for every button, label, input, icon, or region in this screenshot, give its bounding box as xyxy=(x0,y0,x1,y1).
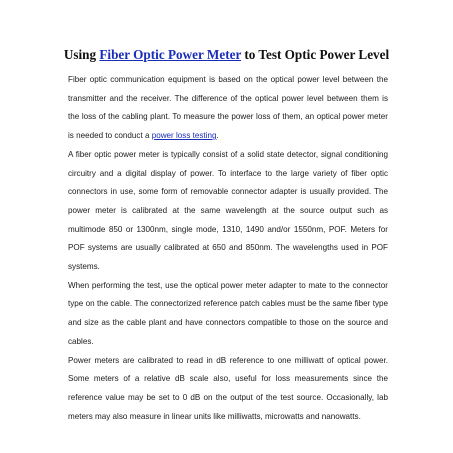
paragraph-1 xyxy=(68,71,388,146)
page-title xyxy=(0,47,453,63)
title-suffix: to Test Optic Power Level xyxy=(241,47,390,62)
paragraph-3: When performing the test, use the optical power meter adapter to mate to the connector type on the cable. The connectorized reference patch cables must be the same fiber type and size as the cable plant and have connectors compatible to those on the source and cables. xyxy=(68,280,388,346)
paragraph-2: A fiber optic power meter is typically consist of a solid state detector, signal conditioning circuitry and a digital display of power. To interface to the large variety of fiber optic connectors in use, some form of removable connector adapter is usually provided. The power meter is calibrated at the same wavelength at the source output such as multimode 850 or 1300nm, single mode, 1310, 1490 and/or 1550nm, POF. Meters for POF systems are usually calibrated at 650 and 850nm. The wavelengths used in POF systems. xyxy=(68,149,388,272)
power-loss-testing-link[interactable]: power loss testing xyxy=(151,131,217,141)
fiber-optic-power-meter-link[interactable]: Fiber Optic Power Meter xyxy=(99,47,242,62)
paragraph-1-end: . xyxy=(216,131,219,141)
title-prefix: Using xyxy=(63,47,100,62)
article-body xyxy=(68,71,388,426)
paragraph-4: Power meters are calibrated to read in dB reference to one milliwatt of optical power. Some meters of a relative dB scale also, useful for loss measurements since the reference value may be set to 0 dB on the output of the test source. Occasionally, lab meters may also measure in linear units like milliwatts, microwatts and nanowatts. xyxy=(68,355,388,421)
paragraph-1-text: Fiber optic communication equipment is based on the optical power level between the transmitter and the receiver. The difference of the optical power level between them is the loss of the cabling plant. To measure the power loss of them, an optical power meter is needed to conduct a xyxy=(68,75,388,141)
